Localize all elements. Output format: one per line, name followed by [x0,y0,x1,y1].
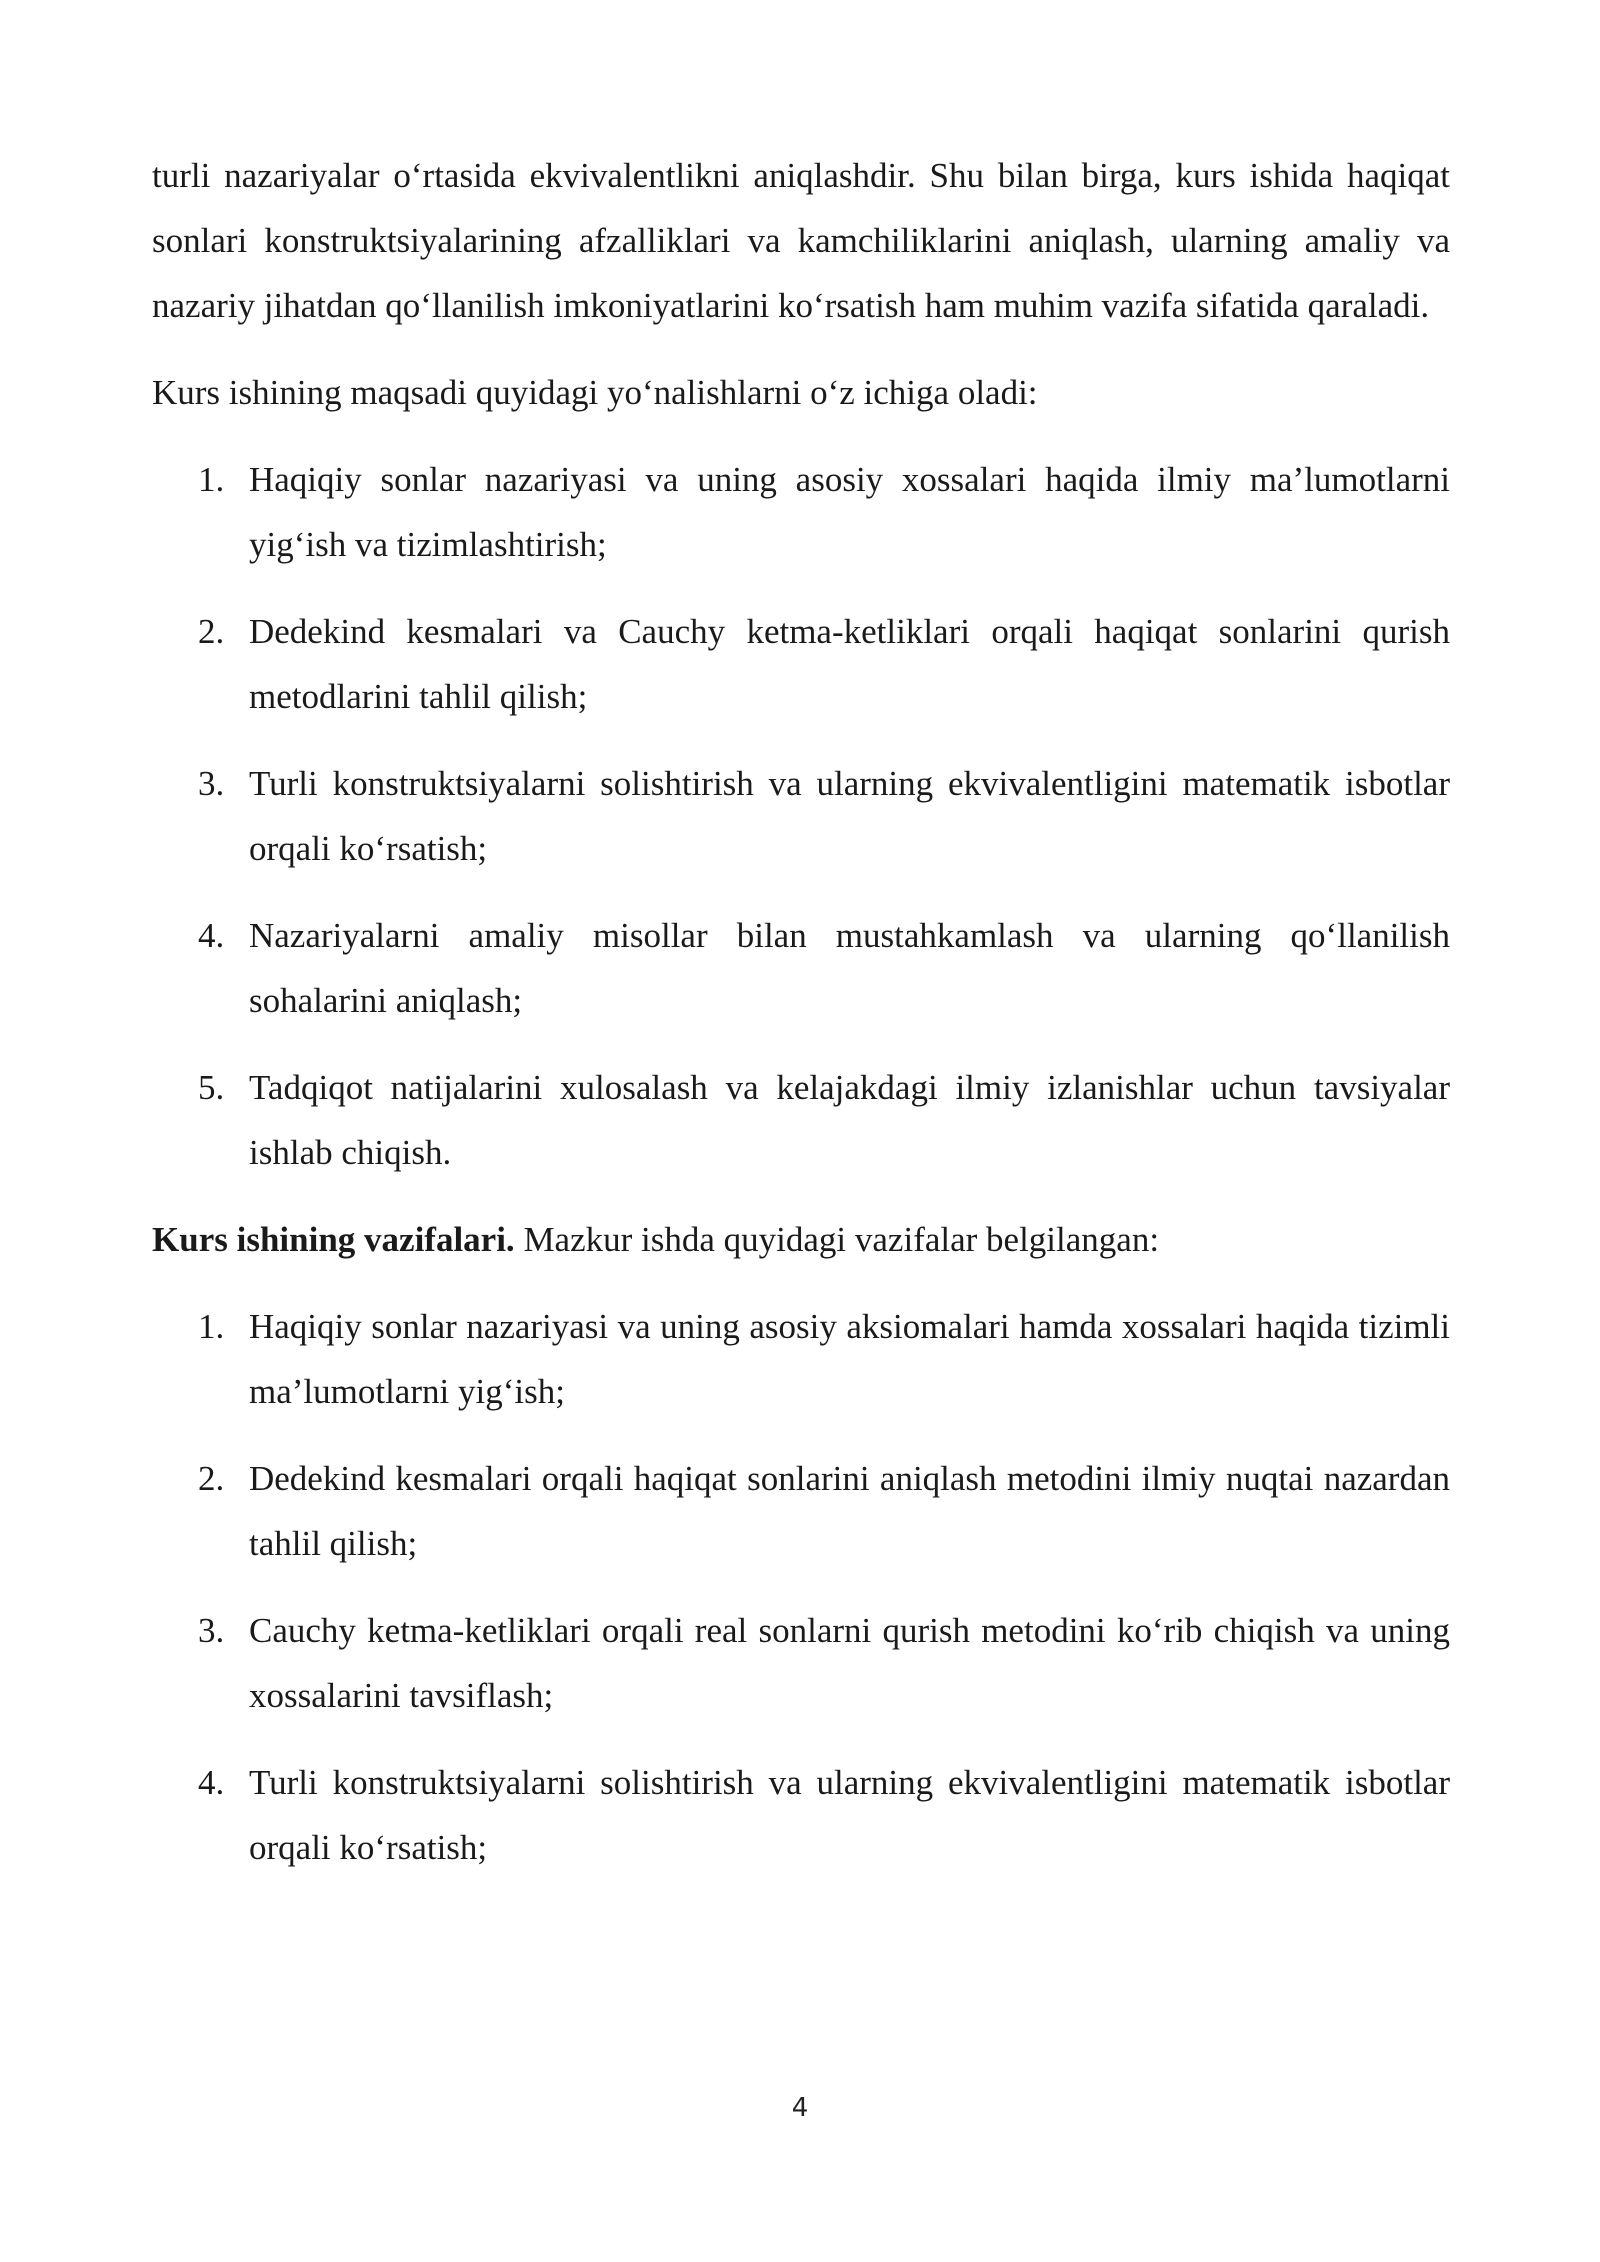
list-number: 3. [198,1611,225,1650]
goals-list [152,447,1450,1185]
list-item-text: Haqiqiy sonlar nazariyasi va uning asosiy xossalari haqida ilmiy ma’lumotlarni yig‘ish va tizimlashtirish; [249,460,1450,564]
intro-paragraph: turli nazariyalar o‘rtasida ekvivalentlikni aniqlashdir. Shu bilan birga, kurs ishida haqiqat sonlari konstruktsiyalarining afzalliklari va kamchiliklarini aniqlash, ularning amaliy va nazariy jihatdan qo‘llanilish imkoniyatlarini ko‘rsatish ham muhim vazifa sifatida qaraladi. [152,156,1450,325]
list-item-text: Turli konstruktsiyalarni solishtirish va ularning ekvivalentligini matematik isbotlar orqali ko‘rsatish; [249,764,1450,868]
list-number: 2. [198,612,225,651]
list-item-text: Dedekind kesmalari va Cauchy ketma-ketliklari orqali haqiqat sonlarini qurish metodlarini tahlil qilish; [249,612,1450,716]
tasks-heading: Kurs ishining vazifalari. [152,1220,515,1259]
list-item-text: Tadqiqot natijalarini xulosalash va kelajakdagi ilmiy izlanishlar uchun tavsiyalar ishlab chiqish. [249,1068,1450,1172]
tasks-lead: Mazkur ishda quyidagi vazifalar belgilangan: [514,1220,1160,1259]
list-item-text: Turli konstruktsiyalarni solishtirish va ularning ekvivalentligini matematik isbotlar orqali ko‘rsatish; [249,1763,1450,1867]
list-item-text: Cauchy ketma-ketliklari orqali real sonlarni qurish metodini ko‘rib chiqish va uning xossalarini tavsiflash; [249,1611,1450,1715]
list-item [152,599,1450,729]
list-item [152,1598,1450,1728]
list-number: 5. [198,1068,225,1107]
tasks-list [152,1294,1450,1880]
list-item-text: Dedekind kesmalari orqali haqiqat sonlarini aniqlash metodini ilmiy nuqtai nazardan tahlil qilish; [249,1459,1450,1563]
list-item [152,903,1450,1033]
page-number: 4 [791,2093,809,2123]
page-content [152,143,1450,1902]
tasks-lead-paragraph [152,1207,1450,1272]
list-item-text: Nazariyalarni amaliy misollar bilan mustahkamlash va ularning qo‘llanilish sohalarini aniqlash; [249,916,1450,1020]
list-item-text: Haqiqiy sonlar nazariyasi va uning asosiy aksiomalari hamda xossalari haqida tizimli ma’lumotlarni yig‘ish; [249,1307,1450,1411]
list-number: 3. [198,764,225,803]
list-item [152,751,1450,881]
list-number: 1. [198,1307,225,1346]
list-item [152,1294,1450,1424]
list-number: 1. [198,460,225,499]
list-item [152,1446,1450,1576]
list-item [152,447,1450,577]
list-item [152,1055,1450,1185]
list-number: 4. [198,1763,225,1802]
list-number: 2. [198,1459,225,1498]
list-number: 4. [198,916,225,955]
list-item [152,1750,1450,1880]
goals-lead: Kurs ishining maqsadi quyidagi yo‘nalishlarni o‘z ichiga oladi: [152,373,1038,412]
